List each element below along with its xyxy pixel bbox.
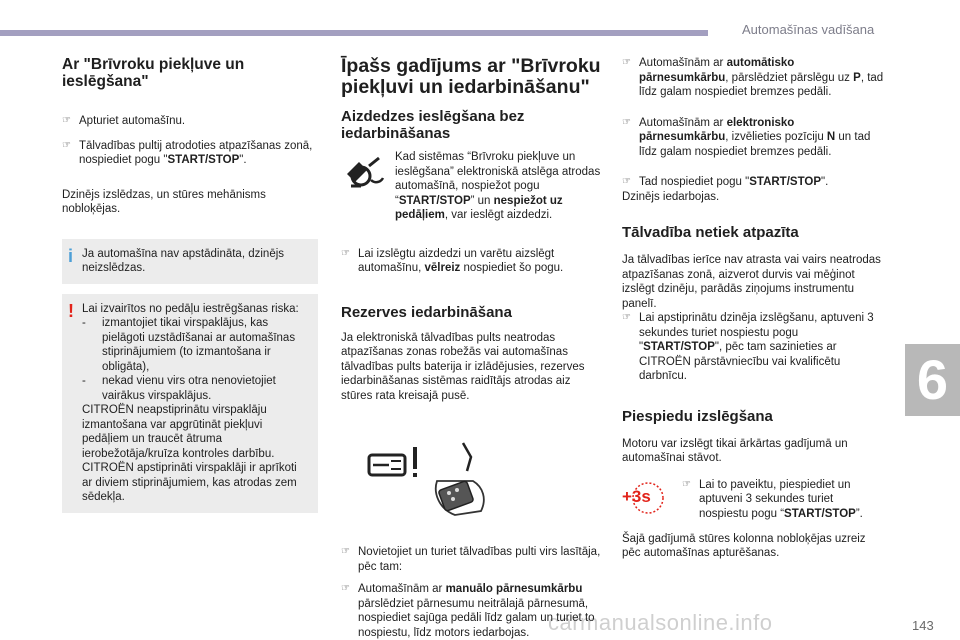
bullet-stop-car: ☞ Apturiet automašīnu.	[62, 115, 186, 127]
warning-dash-1: - izmantojiet tikai virspaklājus, kas pielāgoti uzstādīšanai ar automašīnas stiprinājumiem (to izmantošana ir obligāta),	[82, 317, 296, 373]
subsection-title-ignition: Aizdedzes ieslēgšana bez iedarbināšanas	[341, 108, 525, 142]
bullet-icon: ☞	[622, 116, 631, 128]
paragraph-engine-off: Dzinējs izslēdzas, un stūres mehānisms nobloķējas.	[62, 188, 266, 215]
bullet-icon: ☞	[622, 57, 631, 68]
section-title-special-case: Īpašs gadījums ar "Brīvroku piekļuvi un iedarbināšanu"	[341, 55, 601, 98]
paragraph-remote-not-found: Ja tālvadības ierīce nav atrasta vai vairs neatrodas atpazīšanas zonā, aizverot durvis vai mēģinot izslēgt dzinēju, parādās ziņojums instrumentu panelī.	[622, 254, 881, 310]
bullet-electronic-gearbox: ☞ Automašīnām ar elektronisko pārnesumkārbu, izvēlieties pozīciju N un tad līdz galam nospiediet bremzes pedāli.	[622, 116, 871, 158]
warning-dash-2: - nekad vienu virs otra nenovietojiet vairākus virspaklājus.	[82, 375, 276, 402]
paragraph-steering-lock: Šajā gadījumā stūres kolonna nobloķējas uzreiz pēc automašīnas apturēšanas.	[622, 532, 866, 559]
paragraph-forced-stop: Motoru var izslēgt tikai ārkārtas gadījumā un automašīnai stāvot.	[622, 437, 848, 464]
page-number: 143	[912, 618, 934, 633]
bullet-icon: ☞	[341, 546, 350, 557]
bullet-hold-3-seconds: ☞ Lai to paveiktu, piespiediet un aptuveni 3 sekundes turiet nospiestu pogu “START/STOP”.	[682, 478, 863, 520]
bullet-icon: ☞	[341, 583, 350, 594]
bullet-icon: ☞	[682, 478, 691, 490]
bullet-switch-off-ignition: ☞ Lai izslēgtu aizdedzi un varētu aizslēgt automašīnu, vēlreiz nospiediet šo pogu.	[341, 247, 564, 274]
info-icon: i	[68, 245, 74, 266]
bullet-press-start-stop-col3: ☞ Tad nospiediet pogu "START/STOP".	[622, 176, 829, 188]
watermark: carmanualsonline.info	[548, 610, 773, 635]
remote-reader-illustration	[363, 433, 523, 523]
warning-paragraph-2: CITROËN neapstiprinātu virspaklāju izmantošana var apgrūtināt piekļuvi pedāļiem un traucēt ātruma ierobežotāja/kruīza kontroles darbību.	[82, 404, 275, 460]
bullet-icon: ☞	[62, 139, 71, 151]
bullet-hold-remote: ☞ Novietojiet un turiet tālvadības pulti virs lasītāja, pēc tam:	[341, 546, 601, 573]
subsection-title-remote-not-recognised: Tālvadība netiek atpazīta	[622, 224, 799, 241]
plus-3s-label: +3s	[622, 486, 651, 506]
chapter-tab	[905, 344, 960, 416]
section-title-handsfree: Ar "Brīvroku piekļuve un ieslēgšana"	[62, 56, 245, 90]
bullet-automatic-gearbox: ☞ Automašīnām ar automātisko pārnesumkārbu, pārslēdziet pārslēgu uz P, tad līdz galam nospiediet bremzes pedāli.	[622, 57, 884, 98]
bullet-icon: ☞	[622, 312, 631, 323]
bullet-icon: ☞	[62, 115, 71, 126]
column-2	[341, 56, 603, 640]
warning-box	[62, 294, 318, 513]
warning-icon: !	[68, 300, 74, 321]
start-stop-key-icon	[341, 152, 387, 192]
warning-intro: Lai izvairītos no pedāļu iestrēgšanas riska:	[82, 302, 299, 315]
bullet-manual-gearbox: ☞ Automašīnām ar manuālo pārnesumkārbu pārslēdziet pārnesumu neitrālajā pārnesumā, nospiediet sajūga pedāli līdz galam un turiet to nospiestu, līdz motors iedarbojas.	[341, 583, 595, 639]
bullet-icon: ☞	[622, 176, 631, 187]
bullet-press-start-stop: ☞ Tālvadības pultij atrodoties atpazīšanas zonā, nospiediet pogu "START/STOP".	[62, 139, 313, 166]
column-3	[622, 56, 884, 561]
chapter-number: 6	[916, 348, 949, 411]
paragraph-ignition: Kad sistēmas “Brīvroku piekļuve un ieslēgšana” elektroniskā atslēga atrodas automašīnā, nospiežot pogu “START/STOP” un nespiežot uz pedāļiem, var ieslēgt aizdedzi.	[395, 151, 601, 221]
subsection-title-backup-start: Rezerves iedarbināšana	[341, 303, 512, 321]
subsection-title-forced-stop: Piespiedu izslēgšana	[622, 407, 773, 425]
bullet-confirm-engine-off: ☞ Lai apstiprinātu dzinēja izslēgšanu, aptuveni 3 sekundes turiet nospiestu pogu "START/STOP", pēc tam sazinieties ar CITROËN pārstāvniecību vai kvalificētu darbnīcu.	[622, 312, 874, 382]
chapter-title: Automašīnas vadīšana	[742, 22, 875, 37]
info-box	[62, 239, 318, 284]
bullet-icon: ☞	[341, 247, 350, 259]
warning-paragraph-3: CITROËN apstiprināti virspaklāji ir aprīkoti ar diviem stiprinājumiem, kas atrodas zem sēdekļa.	[82, 462, 297, 503]
info-text: Ja automašīna nav apstādināta, dzinējs neizslēdzas.	[82, 247, 285, 274]
paragraph-engine-starts: Dzinējs iedarbojas.	[622, 190, 720, 203]
paragraph-backup-start: Ja elektroniskā tālvadības pults neatrodas atpazīšanas zonas robežās vai automašīnas tālvadības pults baterija ir izlādējusies, rezerves iedarbināšanas sistēmas raidītājs atrodas aiz stūres rata kreisajā pusē.	[341, 331, 585, 402]
column-1	[62, 56, 318, 513]
header-bar	[0, 30, 708, 36]
plus-3s-icon	[622, 478, 666, 518]
